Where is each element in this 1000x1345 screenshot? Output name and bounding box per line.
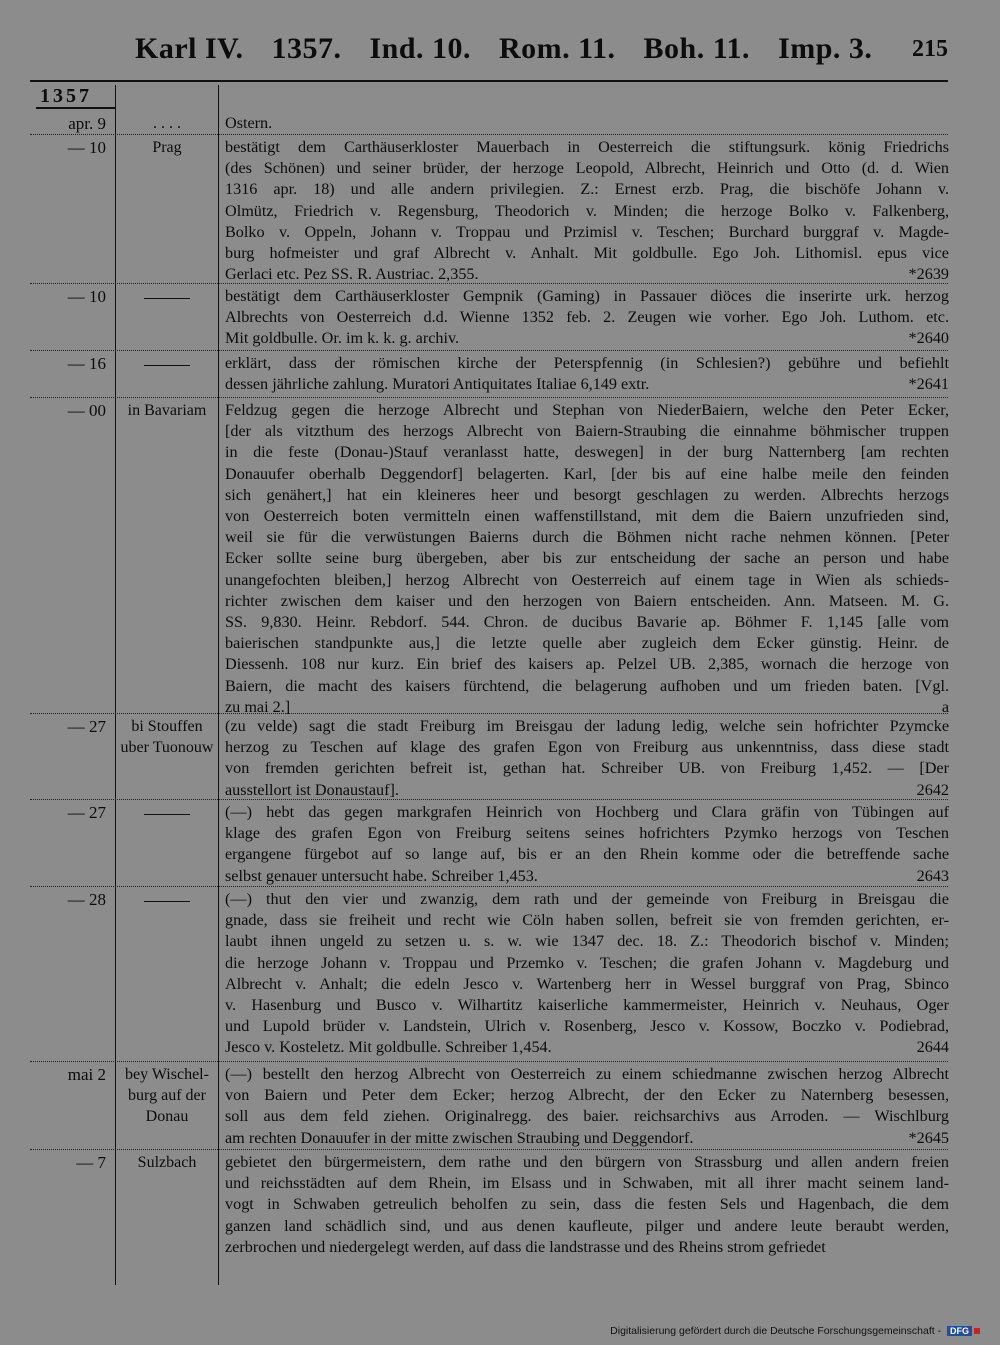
text-line-content: soll aus dem feld ziehen. Originalregg. des baier. reichsarchivs aus Arroden. — Wischlburg	[225, 1107, 949, 1126]
text-line	[225, 1106, 949, 1127]
text-line	[225, 1237, 949, 1258]
dfg-logo-mark	[974, 1328, 980, 1334]
text-line-content: ausstellort ist Donaustauf].	[225, 780, 399, 799]
entry-place: . . . .	[153, 115, 181, 132]
entry-separator	[30, 350, 948, 351]
regest-number: *2645	[908, 1128, 949, 1147]
text-line	[225, 328, 949, 349]
footer-credit	[610, 1325, 980, 1337]
page-number: 215	[912, 36, 948, 62]
text-line-content: baierischen standpunkte aus,] die letzte quelle aber zugleich dem Ecker günstig. Heinr. de	[225, 634, 949, 653]
text-line-content: Ecker sollte seine burg übergeben, aber bis zur entscheidung der sache an person und habe	[225, 549, 949, 568]
text-line-content: (des Schönen) und seiner brüder, der herzoge Leopold, Albrecht, Heinrich und Otto (d. d. Wien	[225, 159, 949, 178]
text-line	[225, 222, 949, 243]
regest-number: 2644	[916, 1038, 949, 1057]
text-line	[225, 1173, 949, 1194]
title-part: Ind. 10.	[369, 32, 472, 65]
text-line	[225, 1085, 949, 1106]
text-line	[225, 866, 949, 887]
text-line	[225, 464, 949, 485]
text-line	[225, 802, 949, 823]
entry-text	[225, 113, 949, 134]
regest-number: *2641	[908, 375, 949, 394]
entry-date: apr. 9	[68, 114, 106, 133]
text-line	[225, 716, 949, 737]
entry-separator	[30, 1149, 948, 1150]
entry-separator	[30, 713, 948, 714]
ditto-dash	[144, 901, 190, 902]
text-line	[225, 737, 949, 758]
text-line-content: weil sie für die verwüstungen Baierns durch die Böhmen nicht rache nehmen können. [Peter	[225, 528, 949, 547]
entry-text	[225, 400, 949, 718]
text-line-content: v. Hasenburg und Busco v. Wilhartitz kaiserliche kammermeister, Heinrich v. Neuhaus, Oger	[225, 996, 949, 1015]
text-line-content: bestätigt dem Carthäuserkloster Gempnik (Gaming) in Passauer diöces die inserirte urk. herzog	[225, 287, 949, 305]
year-rule	[36, 107, 116, 109]
text-line-content: Jesco v. Kosteletz. Mit goldbulle. Schreiber 1,454.	[225, 1038, 552, 1057]
text-line-content: (—) hebt das gegen markgrafen Heinrich von Hochberg und Clara gräfin von Tübingen auf	[225, 803, 949, 821]
entry-separator	[30, 886, 948, 887]
top-rule	[30, 80, 948, 82]
text-line-content: Gerlaci etc. Pez SS. R. Austriac. 2,355.	[225, 265, 479, 284]
entry-text	[225, 802, 949, 887]
text-line	[225, 889, 949, 910]
text-line	[225, 823, 949, 844]
entry-date: — 27	[67, 717, 106, 736]
text-line-content: Ostern.	[225, 114, 273, 132]
text-line-content: Diessenh. 108 nur kurz. Ein brief des kaisers ap. Pelzel UB. 2,385, wornach die herzoge von	[225, 655, 949, 674]
text-line	[225, 931, 949, 952]
text-line	[225, 113, 949, 134]
text-line	[225, 201, 949, 222]
text-line	[225, 633, 949, 654]
ditto-dash	[144, 814, 190, 815]
text-line	[225, 307, 949, 328]
entry-text	[225, 1152, 949, 1258]
title-part: Imp. 3.	[778, 32, 873, 65]
entry-text	[225, 286, 949, 350]
entry-place: bi Stouffen uber Tuonouw	[120, 718, 214, 756]
entry-date: — 27	[67, 803, 106, 822]
entry-text	[225, 353, 949, 395]
text-line	[225, 421, 949, 442]
text-line-content: dessen jährliche zahlung. Muratori Antiquitates Italiae 6,149 extr.	[225, 375, 650, 394]
text-line	[225, 1216, 949, 1237]
text-line-content: (—) thut den vier und zwanzig, dem rath und der gemeinde von Freiburg in Breisgau die	[225, 890, 949, 908]
text-line	[225, 1128, 949, 1149]
text-line-content: klage des grafen Egon von Freiburg seitens seines hofrichters Pzymko herzogs von Teschen	[225, 824, 949, 843]
page-header	[0, 28, 1000, 68]
text-line-content: (—) bestellt den herzog Albrecht von Oesterreich zu einem schiedmanne zwischen herzog Albrecht	[225, 1065, 949, 1083]
entry-separator	[30, 397, 948, 398]
text-line	[225, 374, 949, 395]
text-line	[225, 591, 949, 612]
entry-place: in Bavariam	[127, 402, 207, 419]
running-title	[135, 32, 892, 66]
text-line	[225, 676, 949, 697]
text-line-content: ganzen land schädlich sind, und aus denen kaufleute, pilger und andere leute beraubt werden,	[225, 1216, 949, 1235]
regest-number: 2643	[916, 866, 949, 885]
text-line	[225, 910, 949, 931]
text-line	[225, 158, 949, 179]
footer-text: Digitalisierung gefördert durch die Deutsche Forschungsgemeinschaft -	[610, 1325, 942, 1337]
text-line	[225, 485, 949, 506]
text-line-content: zerbrochen und niedergelegt werden, auf dass die landstrasse und des Rheins strom gefriedet	[225, 1237, 826, 1256]
column-divider-place	[218, 85, 219, 1285]
text-line-content: Mit goldbulle. Or. im k. k. g. archiv.	[225, 329, 460, 348]
text-line-content: erklärt, dass der römischen kirche der Peterspfennig (in Schlesien?) gebühre und befiehlt	[225, 354, 949, 372]
text-line-content: richter zwischen dem kaiser und den herzogen von Baiern entscheiden. Ann. Matseen. M. G.	[225, 591, 949, 610]
dfg-logo: DFG	[947, 1326, 972, 1336]
text-line-content: sich genähert,] hat ein kleineres heer und besorgt geschlagen zu werden. Albrechts herzogs	[225, 485, 949, 504]
text-line	[225, 442, 949, 463]
text-line-content: gnade, dass sie freiheit und recht wie Cöln haben sollen, befreit sie von fremden gerichten, er-	[225, 911, 949, 930]
entry-place: bey Wischel-burg auf der Donau	[125, 1066, 209, 1125]
entry-place	[116, 889, 218, 910]
entry-place: Prag	[152, 139, 182, 156]
text-line-content: Albrecht v. Anhalt; die edeln Jesco v. Wartenberg herr in Wessel burggraf von Prag, Sbinco	[225, 974, 949, 993]
text-line	[225, 243, 949, 264]
entry-separator	[30, 283, 948, 284]
entry-separator	[30, 799, 948, 800]
text-line	[225, 780, 949, 801]
text-line	[225, 1016, 949, 1037]
text-line-content: 1316 apr. 18) und alle andern privilegien. Z.: Ernest erzb. Prag, die bischöfe Johann v.	[225, 180, 949, 199]
text-line-content: am rechten Donauufer in der mitte zwischen Straubing und Deggendorf.	[225, 1128, 694, 1147]
text-line	[225, 286, 949, 307]
text-line	[225, 548, 949, 569]
text-line	[225, 353, 949, 374]
title-part: Karl IV.	[135, 32, 244, 65]
text-line-content: Olmütz, Friedrich v. Regensburg, Theodorich v. Minden; die herzoge Bolko v. Falkenberg,	[225, 201, 949, 220]
text-line	[225, 1194, 949, 1215]
text-line	[225, 1152, 949, 1173]
regest-number: 2642	[916, 780, 949, 799]
text-line	[225, 953, 949, 974]
text-line-content: (zu velde) sagt die stadt Freiburg im Breisgau der ladung ledig, welche sein hofrichter Pzymcke	[225, 717, 949, 735]
entry-date: — 10	[67, 287, 106, 306]
entry-place	[116, 353, 218, 374]
text-line-content: SS. 9,830. Heinr. Rebdorf. 544. Chron. de ducibus Bavarie ap. Böhmer F. 1,145 [alle vom	[225, 613, 949, 632]
title-part: 1357.	[271, 32, 342, 65]
text-line-content: selbst genauer untersucht habe. Schreiber 1,453.	[225, 866, 538, 885]
regest-number: *2639	[908, 265, 949, 284]
regest-number: *2640	[908, 329, 949, 348]
entry-text	[225, 137, 949, 285]
entry-separator	[30, 1061, 948, 1062]
text-line	[225, 974, 949, 995]
entry-date: — 28	[67, 890, 106, 909]
title-part: Rom. 11.	[499, 32, 616, 65]
text-line-content: herzog zu Teschen auf klage des grafen Egon von Freiburg aus unkenntniss, dass diese stadt	[225, 738, 949, 757]
ditto-dash	[144, 298, 190, 299]
text-line	[225, 1064, 949, 1085]
title-part: Boh. 11.	[643, 32, 751, 65]
text-line	[225, 527, 949, 548]
entry-text	[225, 716, 949, 801]
text-line	[225, 570, 949, 591]
text-line-content: von fremden gerichten befreit ist, gethan hat. Schreiber UB. von Freiburg 1,452. — [Der	[225, 759, 949, 778]
text-line-content: zu mai 2.]	[225, 697, 291, 716]
text-line-content: von Baiern und Peter dem Ecker; herzog Albrecht, der den Ecker zu Naternberg besessen,	[225, 1086, 949, 1105]
text-line-content: Albrechts von Oesterreich d.d. Wienne 1352 feb. 2. Zeugen wie vorher. Ego Joh. Luthom. etc.	[225, 308, 949, 327]
text-line	[225, 844, 949, 865]
text-line	[225, 995, 949, 1016]
entry-date: — 7	[76, 1153, 106, 1172]
text-line	[225, 697, 949, 718]
text-line	[225, 506, 949, 527]
text-line	[225, 137, 949, 158]
text-line-content: Baiern, die macht des kaisers fürchtend, die belagerung aufhoben und um frieden baten. [Vgl.	[225, 676, 949, 695]
text-line-content: und reichsstädten auf dem Rhein, im Elsass und in Schwaben, mit all ihrer macht seinem land-	[225, 1174, 949, 1193]
text-line-content: in die feste (Donau-)Stauf veranlasst hatte, deswegen] in der burg Natternberg [am rechten	[225, 443, 949, 462]
entry-text	[225, 1064, 949, 1149]
text-line-content: bestätigt dem Carthäuserkloster Mauerbach in Oesterreich die stiftungsurk. könig Friedrichs	[225, 138, 949, 156]
entry-place	[116, 286, 218, 307]
text-line-content: Feldzug gegen die herzoge Albrecht und Stephan von NiederBaiern, welche den Peter Ecker,	[225, 401, 949, 419]
entry-separator	[30, 134, 948, 135]
text-line-content: Donauufer oberhalb Deggendorf] belagerten. Karl, [der bis auf eine halbe meile den feinden	[225, 464, 949, 483]
text-line-content: von Oesterreich boten vermitteln einen waffenstillstand, mit dem die Baiern unzufrieden sind,	[225, 507, 949, 526]
entry-date: — 16	[67, 354, 106, 373]
text-line	[225, 1037, 949, 1058]
entry-date: — 00	[67, 401, 106, 420]
entry-date: — 10	[67, 138, 106, 157]
entry-place	[116, 802, 218, 823]
entry-place: Sulzbach	[137, 1154, 197, 1171]
text-line-content: die herzoge Johann v. Troppau und Przemko v. Teschen; die grafen Johann v. Magdeburg und	[225, 953, 949, 972]
text-line-content: ergangene fürgebot auf so lange auf, bis er an den Rhein komme oder die betreffende sache	[225, 845, 949, 864]
text-line-content: [der als vitzthum des herzogs Albrecht von Baiern-Straubing die einnahme böhmischer truppen	[225, 422, 949, 441]
text-line-content: laubt ihnen ungeld zu setzen u. s. w. wie 1347 dec. 18. Z.: Theodorich bischof v. Minden;	[225, 932, 949, 951]
entry-date: mai 2	[67, 1065, 106, 1084]
text-line-content: unangefochten bleiben,] herzog Albrecht von Oesterreich auf einem tage in Wien als schieds-	[225, 570, 949, 589]
text-line	[225, 400, 949, 421]
entry-text	[225, 889, 949, 1059]
regest-number: a	[941, 697, 949, 716]
ditto-dash	[144, 365, 190, 366]
text-line-content: burg hofmeister und graf Albrecht v. Anhalt. Mit goldbulle. Ego Joh. Lithomisl. epus vice	[225, 244, 949, 263]
text-line	[225, 758, 949, 779]
text-line	[225, 654, 949, 675]
text-line	[225, 612, 949, 633]
text-line-content: gebietet den bürgermeistern, dem rathe und den bürgern von Strassburg und allen andern freien	[225, 1153, 949, 1171]
text-line-content: und Lupold brüder v. Landstein, Ulrich v. Rosenberg, Jesco v. Kossow, Boczko v. Podiebrad,	[225, 1017, 949, 1036]
year-heading: 1357	[40, 85, 92, 107]
text-line	[225, 179, 949, 200]
text-line-content: vogt in Schwaben getreulich beholfen zu sein, dass die festen Sels und Hagenbach, die dem	[225, 1195, 949, 1214]
text-line-content: Bolko v. Oppeln, Johann v. Troppau und Przimisl v. Teschen; Burchard burggraf v. Magde-	[225, 222, 949, 241]
